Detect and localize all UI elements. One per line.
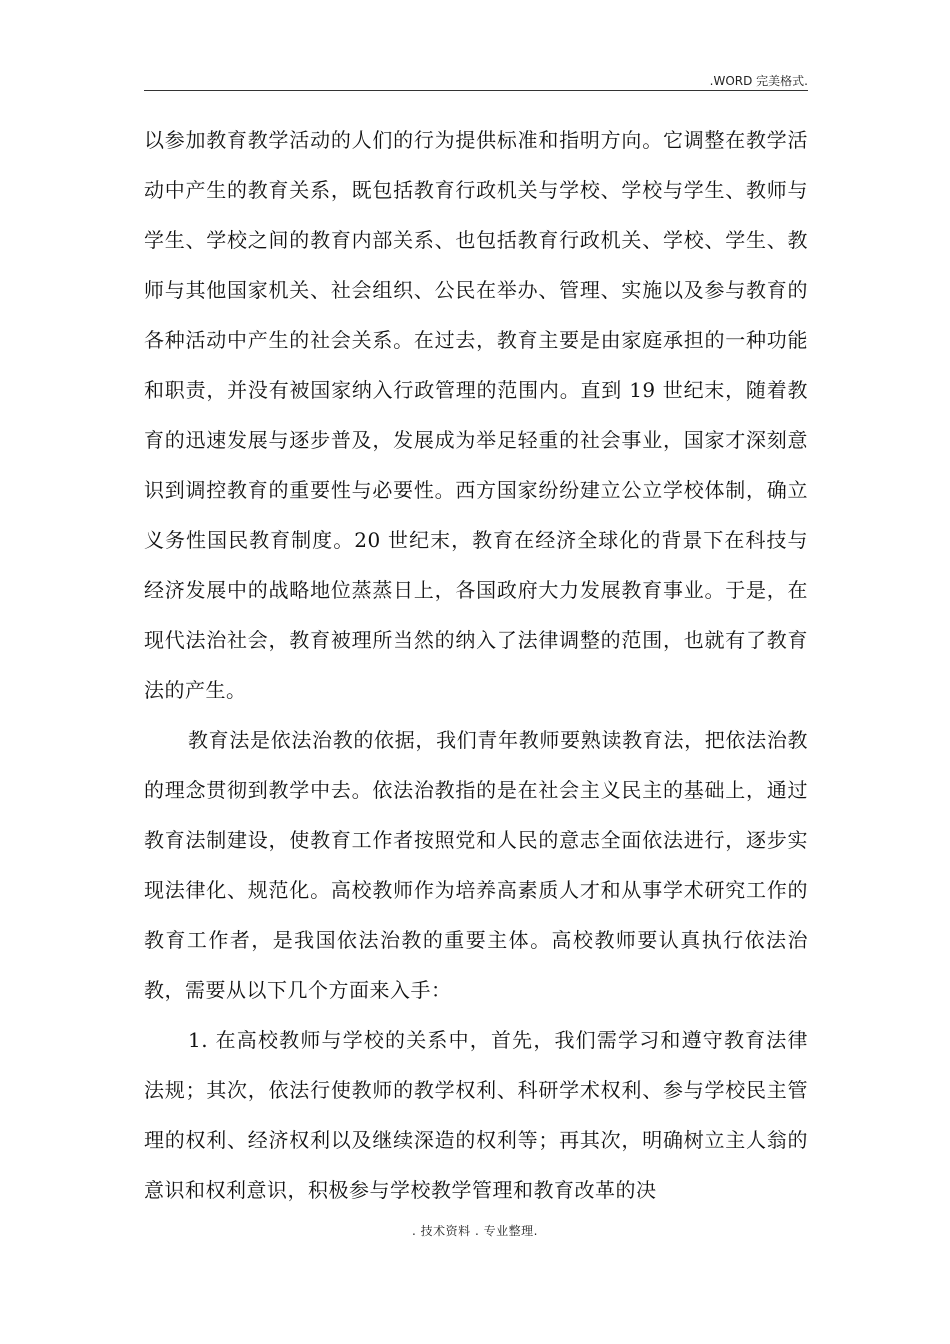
paragraph-1: 以参加教育教学活动的人们的行为提供标准和指明方向。它调整在教学活动中产生的教育关系，既包括教育行政机关与学校、学校与学生、教师与学生、学校之间的教育内部关系、也包括教育行政机关、学校、学生、教师与其他国家机关、社会组织、公民在举办、管理、实施以及参与教育的各种活动中产生的社会关系。在过去，教育主要是由家庭承担的一种功能和职责，并没有被国家纳入行政管理的范围内。直到 19 世纪末，随着教育的迅速发展与逐步普及，发展成为举足轻重的社会事业，国家才深刻意识到调控教育的重要性与必要性。西方国家纷纷建立公立学校体制，确立义务性国民教育制度。20 世纪末，教育在经济全球化的背景下在科技与经济发展中的战略地位蒸蒸日上，各国政府大力发展教育事业。于是，在现代法治社会，教育被理所当然的纳入了法律调整的范围，也就有了教育法的产生。 [144,128,808,702]
paragraph-2: 教育法是依法治教的依据，我们青年教师要熟读教育法，把依法治教的理念贯彻到教学中去。依法治教指的是在社会主义民主的基础上，通过教育法制建设，使教育工作者按照党和人民的意志全面依法进行，逐步实现法律化、规范化。高校教师作为培养高素质人才和从事学术研究工作的教育工作者，是我国依法治教的重要主体。高校教师要认真执行依法治教，需要从以下几个方面来入手： [144,728,808,1002]
page-header: .WORD 完美格式. [709,74,808,88]
paragraph-3: 1. 在高校教师与学校的关系中，首先，我们需学习和遵守教育法律法规；其次，依法行使教师的教学权利、科研学术权利、参与学校民主管理的权利、经济权利以及继续深造的权利等；再其次，明确树立主人翁的意识和权利意识，积极参与学校教学管理和教育改革的决 [144,1028,808,1202]
page-footer: . 技术资料 . 专业整理. [412,1224,538,1238]
header-divider [144,90,808,91]
document-body [144,115,808,1215]
